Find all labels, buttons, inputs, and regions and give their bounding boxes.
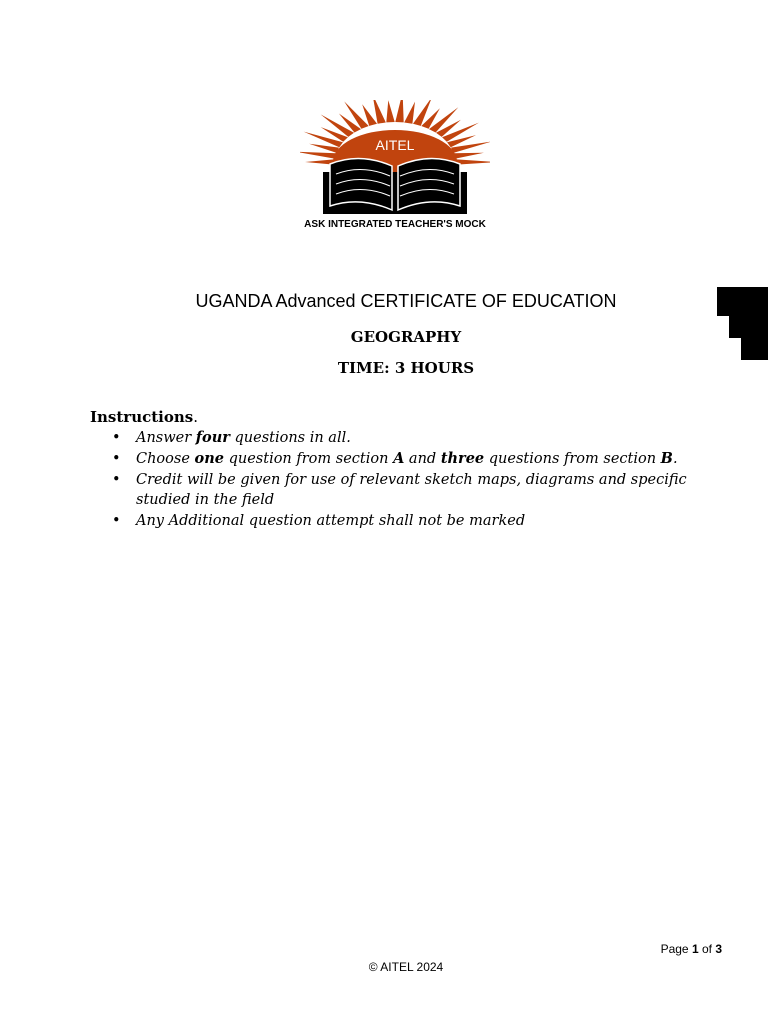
- instruction-text: Credit will be given for use of relevant sketch maps, diagrams and specific studied in the field: [136, 472, 687, 508]
- edge-block: [741, 338, 768, 360]
- instruction-emphasis: one: [194, 450, 224, 467]
- instructions-list: [112, 428, 727, 532]
- instruction-emphasis: B: [660, 450, 673, 467]
- instructions-heading-label: Instructions: [90, 408, 194, 426]
- instruction-emphasis: three: [440, 450, 485, 467]
- page-edge-marker: [717, 287, 768, 360]
- sun-ray: [372, 100, 385, 124]
- instruction-emphasis: four: [195, 429, 230, 446]
- instruction-text: Answer: [136, 430, 196, 446]
- edge-block: [729, 316, 768, 338]
- page-current: 1: [691, 942, 699, 956]
- aitel-logo: [300, 100, 490, 235]
- instructions-heading: [90, 408, 198, 426]
- sun-ray: [386, 100, 394, 122]
- list-item: [112, 470, 727, 510]
- sun-ray: [395, 100, 403, 122]
- bullet-icon: •: [112, 430, 121, 446]
- bullet-icon: •: [112, 513, 121, 529]
- instruction-emphasis: A: [393, 450, 405, 467]
- instruction-text: questions from section: [484, 451, 661, 467]
- instruction-text: question from section: [223, 451, 394, 467]
- logo-caption: ASK INTEGRATED TEACHER'S MOCK: [304, 219, 486, 230]
- instruction-text: and: [404, 451, 441, 467]
- exam-title: UGANDA Advanced CERTIFICATE OF EDUCATION: [195, 291, 617, 311]
- time-heading: TIME: 3 HOURS: [337, 359, 475, 377]
- edge-block: [717, 287, 768, 316]
- list-item: [112, 428, 727, 448]
- logo-name: AITEL: [375, 137, 415, 153]
- sun-ray: [344, 101, 369, 128]
- instruction-text: Choose: [136, 451, 195, 467]
- bullet-icon: •: [112, 451, 121, 467]
- bullet-icon: •: [112, 472, 121, 488]
- sun-book-emblem: [300, 100, 490, 220]
- instruction-text: .: [672, 451, 678, 467]
- subject-heading: GEOGRAPHY: [350, 328, 462, 346]
- sun-ray: [300, 152, 336, 159]
- instruction-text: Any Additional question attempt shall not be marked: [136, 513, 526, 529]
- list-item: [112, 449, 727, 469]
- sun-ray: [454, 153, 484, 159]
- page-total: 3: [715, 942, 722, 956]
- instructions-heading-suffix: .: [193, 408, 199, 426]
- list-item: [112, 511, 727, 531]
- copyright-notice: © AITEL 2024: [368, 960, 444, 974]
- instruction-text: questions in all.: [229, 430, 351, 446]
- sun-ray: [404, 102, 415, 124]
- page-prefix: Page: [660, 942, 692, 956]
- page-number: [661, 942, 722, 956]
- page-mid: of: [698, 942, 716, 956]
